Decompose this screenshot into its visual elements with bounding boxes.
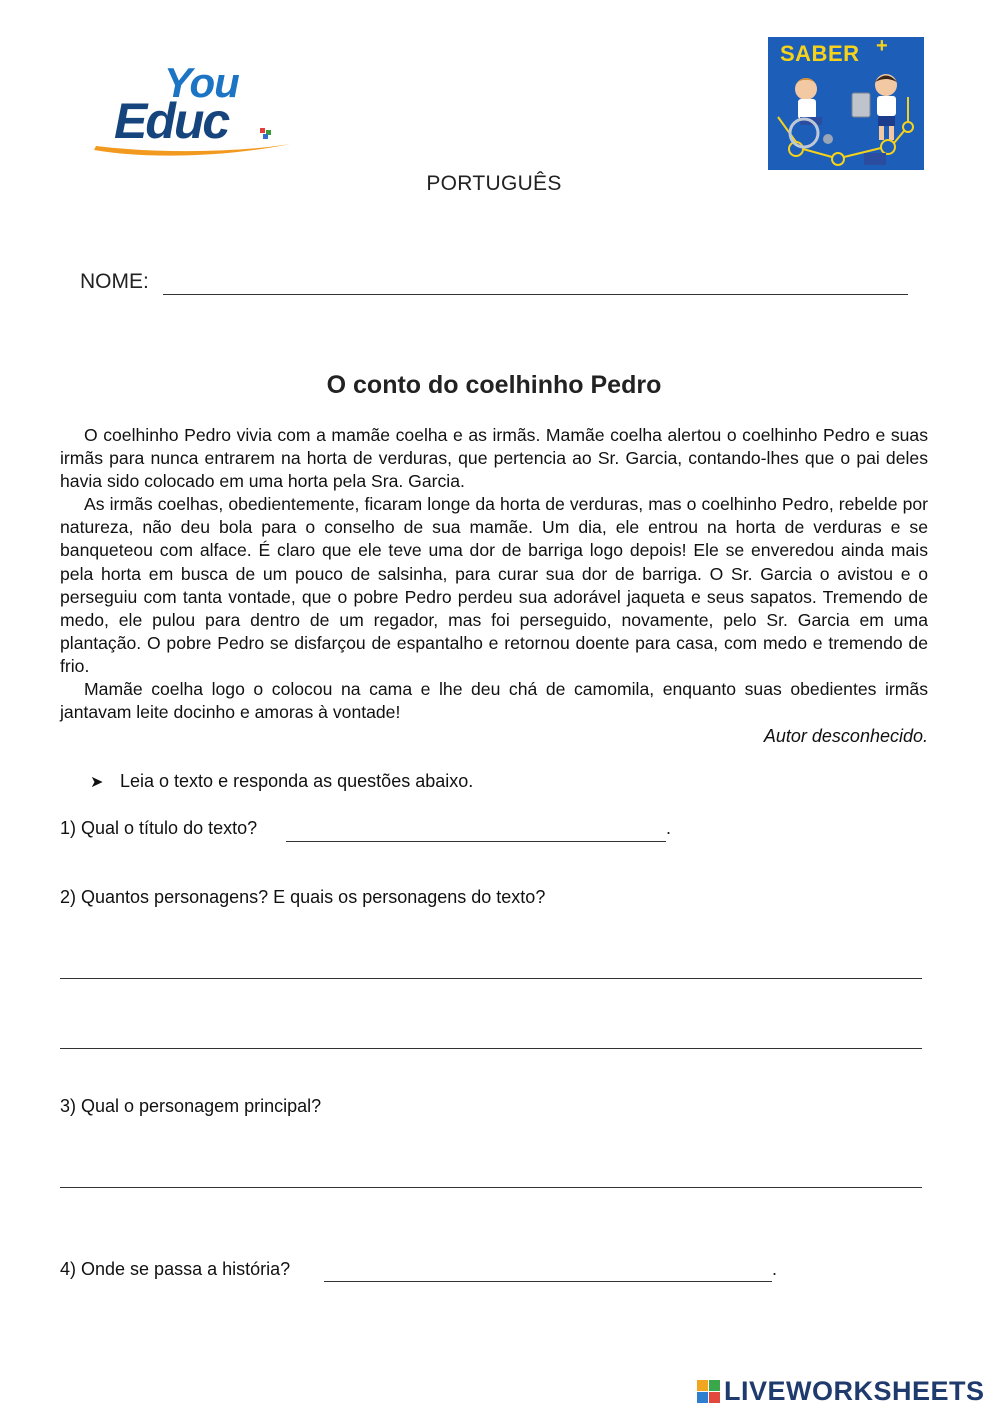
story-paragraph: Mamãe coelha logo o colocou na cama e lhe deu chá de camomila, enquanto suas obedientes irmãs jantavam leite docinho e amoras à vontade! — [60, 679, 928, 723]
answer-4-end: . — [772, 1259, 778, 1279]
logo-you-text: You — [164, 59, 239, 106]
story-title: O conto do coelhinho Pedro — [326, 371, 662, 399]
instruction — [90, 771, 473, 792]
logo-swoosh-icon — [92, 126, 302, 160]
children-illustration-icon — [768, 37, 924, 170]
badge-plus: + — [876, 37, 888, 57]
answer-4-line[interactable] — [324, 1281, 772, 1282]
instruction-text: Leia o texto e responda as questões abaixo. — [120, 771, 474, 791]
question-3: 3) Qual o personagem principal? — [60, 1096, 322, 1116]
arrow-bullet-icon: ➤ — [90, 774, 104, 791]
saber-plus-badge — [768, 37, 924, 170]
story-paragraph: O coelhinho Pedro vivia com a mamãe coelha e as irmãs. Mamãe coelha alertou o coelhinho Pedro e suas irmãs para nunca entrarem na horta de verduras, que pertencia ao Sr. Garcia, contando-lhes que o pai deles havia sido colocado em uma horta pela Sra. Garcia. — [60, 425, 928, 492]
story-text — [60, 424, 928, 724]
subject-heading: PORTUGUÊS — [426, 172, 562, 195]
answer-1-end: . — [666, 818, 672, 838]
badge-title: SABER — [780, 41, 860, 66]
story-author: Autor desconhecido. — [763, 726, 928, 746]
answer-2-line-2[interactable] — [60, 1048, 922, 1049]
story-paragraph: As irmãs coelhas, obedientemente, ficaram longe da horta de verduras, mas o coelhinho Pedro, rebelde por natureza, não deu bola para o conselho de sua mamãe. Um dia, ele entrou na horta de verduras e se banqueteou com alface. É claro que ele teve uma dor de barriga logo depois! Ele se enveredou ainda mais pela horta em busca de um pouco de salsinha, para curar sua dor de barriga. O Sr. Garcia o avistou e o perseguiu com tanta vontade, que o pobre Pedro perdeu sua adorável jaqueta e seus sapatos. Tremendo de medo, ele pulou para dentro de um regador, mas foi perseguido, novamente, pelo Sr. Garcia em uma plantação. O pobre Pedro se disfarçou de espantalho e retornou doente para casa, com medo e tremendo de frio. — [60, 494, 928, 676]
question-4: 4) Onde se passa a história? — [60, 1259, 291, 1279]
name-label: NOME: — [80, 270, 149, 293]
answer-1-line[interactable] — [286, 841, 666, 842]
logo-educ-text: Educ — [114, 93, 229, 149]
name-input-line[interactable] — [163, 294, 908, 295]
liveworksheets-logo-icon — [696, 1378, 722, 1408]
question-1: 1) Qual o título do texto? — [60, 818, 258, 838]
answer-3-line[interactable] — [60, 1187, 922, 1188]
watermark-text: LIVEWORKSHEETS — [724, 1376, 985, 1406]
youeduc-logo — [92, 60, 302, 170]
question-2: 2) Quantos personagens? E quais os personagens do texto? — [60, 887, 546, 907]
answer-2-line-1[interactable] — [60, 978, 922, 979]
